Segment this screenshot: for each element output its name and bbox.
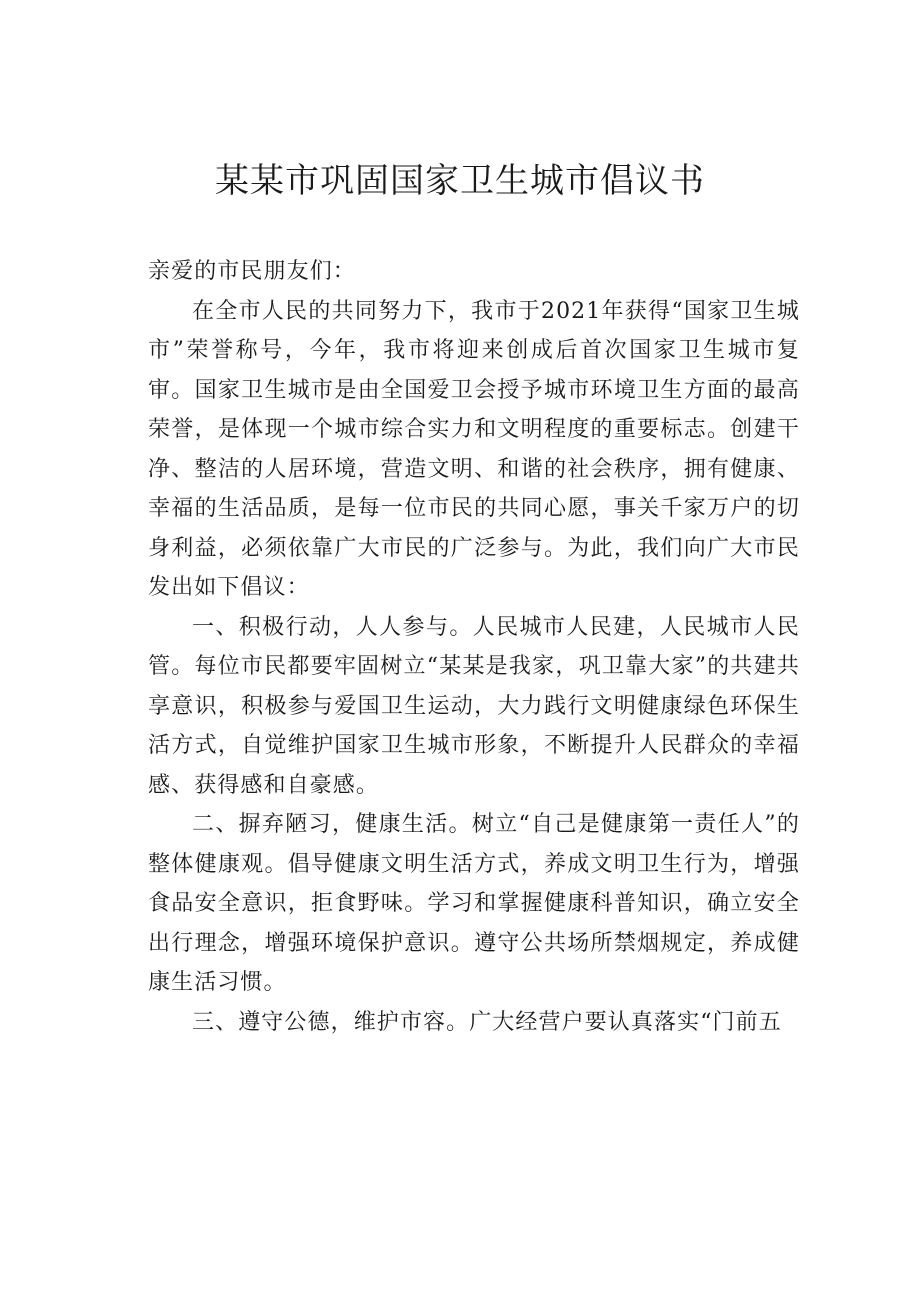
paragraph-intro: 在全市人民的共同努力下，我市于2021年获得“国家卫生城市”荣誉称号，今年，我市将迎来创成后首次国家卫生城市复审。国家卫生城市是由全国爱卫会授予城市环境卫生方面的最高荣誉，是体现一个城市综合实力和文明程度的重要标志。创建干净、整洁的人居环境，营造文明、和谐的社会秩序，拥有健康、幸福的生活品质，是每一位市民的共同心愿，事关千家万户的切身利益，必须依靠广大市民的广泛参与。为此，我们向广大市民发出如下倡议：	[148, 298, 800, 600]
paragraph-point-two: 二、摒弃陋习，健康生活。树立“自己是健康第一责任人”的整体健康观。倡导健康文明生活方式，养成文明卫生行为，增强食品安全意识，拒食野味。学习和掌握健康科普知识，确立安全出行理念，增强环境保护意识。遵守公共场所禁烟规定，养成健康生活习惯。	[148, 812, 800, 995]
document-title: 某某市巩固国家卫生城市倡议书	[215, 161, 705, 201]
salutation: 亲爱的市民朋友们：	[148, 259, 356, 284]
document-body	[148, 252, 800, 1042]
paragraph-point-three: 三、遵守公德，维护市容。广大经营户要认真落实“门前五	[192, 1009, 782, 1035]
paragraph-point-one: 一、积极行动，人人参与。人民城市人民建，人民城市人民管。每位市民都要牢固树立“某某是我家，巩卫靠大家”的共建共享意识，积极参与爱国卫生运动，大力践行文明健康绿色环保生活方式，自觉维护国家卫生城市形象，不断提升人民群众的幸福感、获得感和自豪感。	[148, 614, 800, 798]
